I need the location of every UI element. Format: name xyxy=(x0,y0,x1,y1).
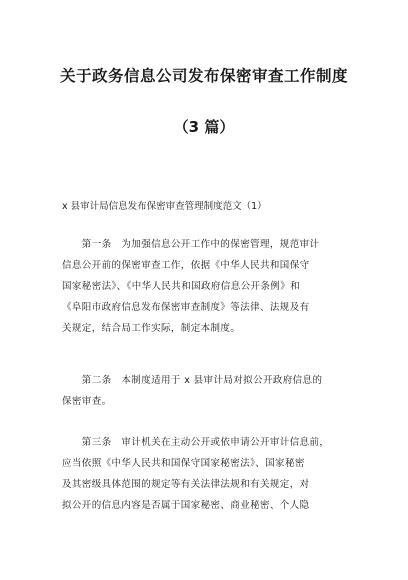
document-subtitle: （3 篇） xyxy=(173,118,235,136)
text-line: 拟公开的信息内容是否属于国家秘密、商业秘密、个人隐 xyxy=(62,500,310,511)
text-line: 第三条 审计机关在主动公开或依申请公开审计信息前， xyxy=(62,437,330,448)
paragraph-article-2 xyxy=(62,370,352,412)
text-line: 信息公开前的保密审查工作，依据《中华人民共和国保守 xyxy=(62,260,310,271)
document-title: 关于政务信息公司发布保密审查工作制度 xyxy=(59,67,348,85)
paragraph-article-3 xyxy=(62,432,352,516)
text-line: 保密审查。 xyxy=(62,396,112,407)
paragraph-article-1 xyxy=(62,234,352,339)
text-line: 及其密级具体范围的规定等有关法律法规和有关规定，对 xyxy=(62,479,310,490)
text-line: 《阜阳市政府信息发布保密审查制度》等法律、法规及有 xyxy=(62,302,310,313)
text-line: 应当依照《中华人民共和国保守国家秘密法》、国家秘密 xyxy=(62,458,305,469)
text-line: 第二条 本制度适用于 x 县审计局对拟公开政府信息的 xyxy=(62,375,323,386)
text-line: 国家秘密法》、《中华人民共和国政府信息公开条例》和 xyxy=(62,281,301,292)
text-line: 第一条 为加强信息公开工作中的保密管理，规范审计 xyxy=(62,239,320,250)
text-line: 关规定，结合局工作实际，制定本制度。 xyxy=(62,323,241,334)
section-heading: x 县审计局信息发布保密审查管理制度范文（1） xyxy=(62,201,267,212)
